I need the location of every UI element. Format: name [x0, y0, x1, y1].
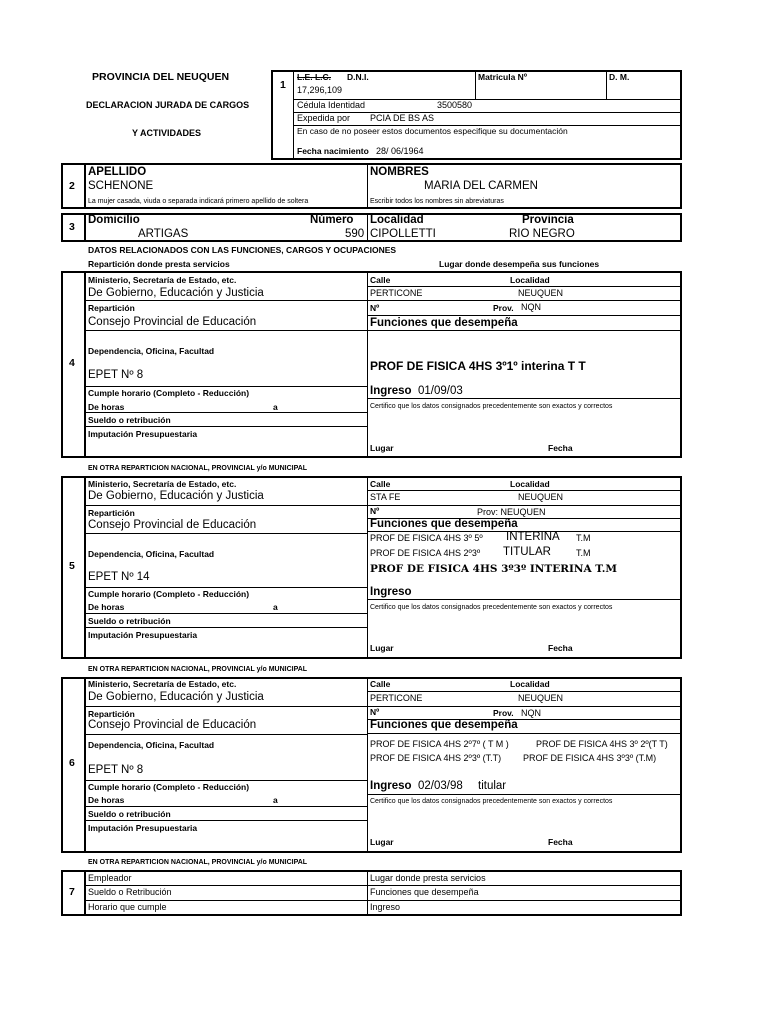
de-horas-label: De horas	[88, 795, 125, 805]
prov-label: Prov.	[493, 303, 514, 313]
otra-reparticion-2: EN OTRA REPARTICION NACIONAL, PROVINCIAL y/o MUNICIPAL	[88, 666, 308, 673]
localidad-value-5: NEUQUEN	[518, 492, 564, 502]
otra-reparticion-1: EN OTRA REPARTICION NACIONAL, PROVINCIAL y/o MUNICIPAL	[88, 465, 308, 472]
nombres-label: NOMBRES	[370, 166, 429, 178]
doc-types-struck: L.E. L.C.	[297, 72, 331, 82]
ministerio-value: De Gobierno, Educación y Justicia	[88, 691, 264, 703]
ministerio-value: De Gobierno, Educación y Justicia	[88, 287, 264, 299]
calle-label: Calle	[370, 679, 391, 689]
birth-label: Fecha nacimiento	[297, 146, 369, 156]
localidad-label: Localidad	[370, 214, 424, 226]
localidad-value-6: NEUQUEN	[518, 693, 564, 703]
funcion-3: PROF DE FISICA 4HS 3º3º INTERINA T.M	[370, 563, 617, 575]
reparticion-label: Repartición	[88, 709, 135, 719]
domicilio-label: Domicilio	[88, 214, 140, 226]
nro-label: Nº	[370, 707, 380, 717]
no-doc-note: En caso de no poseer estos documentos especifique su documentación	[297, 126, 568, 136]
ingreso-label: Ingreso	[370, 586, 412, 598]
a-label: a	[273, 402, 278, 412]
ingreso-value: 02/03/98	[418, 780, 463, 792]
localidad-label-5: Localidad	[510, 479, 550, 489]
de-horas-label: De horas	[88, 402, 125, 412]
apellido-note: La mujer casada, viuda o separada indicará primero apellido de soltera	[88, 198, 309, 205]
section-6-number: 6	[69, 757, 75, 769]
dni-value: 17,296,109	[297, 85, 343, 95]
section-3-number: 3	[69, 221, 75, 233]
reparticion-presta: Repartición donde presta servicios	[88, 259, 230, 269]
dependencia-label: Dependencia, Oficina, Facultad	[88, 549, 215, 559]
nro-label: Nº	[370, 506, 380, 516]
funciones-label: Funciones que desempeña	[370, 719, 518, 731]
cedula-label: Cédula Identidad	[297, 100, 366, 110]
declaration-title: DECLARACION JURADA DE CARGOS	[86, 100, 250, 110]
reparticion-value: Consejo Provincial de Educación	[88, 719, 257, 731]
section-5-number: 5	[69, 560, 75, 572]
funcion-2b: PROF DE FISICA 4HS 3º3º (T.M)	[523, 753, 657, 763]
localidad-value: CIPOLLETTI	[370, 228, 436, 240]
ingreso-label: Ingreso	[370, 780, 412, 792]
province-title: PROVINCIA DEL NEUQUEN	[92, 71, 230, 83]
certifico-text: Certifico que los datos consignados precedentemente son exactos y correctos	[370, 403, 613, 410]
funcion-1c: T.M	[576, 533, 591, 543]
reparticion-label: Repartición	[88, 303, 135, 313]
certifico-text: Certifico que los datos consignados precedentemente son exactos y correctos	[370, 798, 613, 805]
localidad-value-4: NEUQUEN	[518, 288, 564, 298]
ingreso-label-7: Ingreso	[370, 902, 401, 912]
funciones-label: Funciones que desempeña	[370, 317, 518, 329]
cumple-label: Cumple horario (Completo - Reducción)	[88, 782, 250, 792]
section-4-number: 4	[69, 357, 75, 369]
section-1-number: 1	[280, 79, 286, 91]
fecha-label: Fecha	[548, 443, 573, 453]
provincia-value: RIO NEGRO	[509, 228, 575, 240]
calle-value: STA FE	[370, 492, 401, 502]
expedida-label: Expedida por	[297, 113, 351, 123]
prov-value: NQN	[521, 708, 541, 718]
localidad-label-6: Localidad	[510, 679, 550, 689]
funcion-2c: T.M	[576, 548, 591, 558]
dependencia-label: Dependencia, Oficina, Facultad	[88, 346, 215, 356]
imputacion-label: Imputación Presupuestaria	[88, 630, 198, 640]
cumple-label: Cumple horario (Completo - Reducción)	[88, 589, 250, 599]
calle-label: Calle	[370, 479, 391, 489]
expedida-value: PCIA DE BS AS	[370, 113, 435, 123]
calle-value: PERTICONE	[370, 288, 423, 298]
lugar-label: Lugar	[370, 443, 394, 453]
sueldo-label: Sueldo o retribución	[88, 616, 171, 626]
dependencia-value: EPET Nº 8	[88, 764, 144, 776]
sueldo-label: Sueldo o retribución	[88, 415, 171, 425]
horario-label: Horario que cumple	[88, 902, 167, 912]
prov-value: Prov: NEUQUEN	[477, 507, 546, 517]
birth-value: 28/ 06/1964	[376, 146, 424, 156]
reparticion-value: Consejo Provincial de Educación	[88, 519, 257, 531]
funcion-value: PROF DE FISICA 4HS 3º1º interina T T	[370, 359, 586, 373]
funcion-2a: PROF DE FISICA 4HS 2º3º	[370, 548, 481, 558]
activities-title: Y ACTIVIDADES	[132, 128, 202, 138]
provincia-label: Provincia	[522, 214, 574, 226]
ingreso-label: Ingreso	[370, 385, 412, 397]
ministerio-label: Ministerio, Secretaría de Estado, etc.	[88, 679, 237, 689]
ingreso-extra: titular	[478, 780, 507, 792]
section-2-number: 2	[69, 180, 75, 192]
dependencia-value: EPET Nº 14	[88, 571, 150, 583]
fecha-label: Fecha	[548, 837, 573, 847]
funciones-label: Funciones que desempeña	[370, 518, 518, 530]
de-horas-label: De horas	[88, 602, 125, 612]
certifico-text: Certifico que los datos consignados precedentemente son exactos y correctos	[370, 604, 613, 611]
funcion-1b: PROF DE FISICA 4HS 3º 2º(T T)	[536, 739, 668, 749]
section-7-number: 7	[69, 886, 75, 898]
fecha-label: Fecha	[548, 643, 573, 653]
cumple-label: Cumple horario (Completo - Reducción)	[88, 388, 250, 398]
ministerio-label: Ministerio, Secretaría de Estado, etc.	[88, 479, 237, 489]
numero-label: Número	[310, 214, 354, 226]
a-label: a	[273, 795, 278, 805]
prov-value: NQN	[521, 302, 541, 312]
lugar-label: Lugar	[370, 643, 394, 653]
funciones-desempena-label: Funciones que desempeña	[370, 887, 479, 897]
apellido-value: SCHENONE	[88, 180, 154, 192]
funcion-1b: INTERINA	[506, 531, 560, 543]
sueldo-retribucion-label: Sueldo o Retribución	[88, 887, 172, 897]
reparticion-value: Consejo Provincial de Educación	[88, 316, 257, 328]
lugar-desempena: Lugar donde desempeña sus funciones	[439, 259, 600, 269]
ministerio-label: Ministerio, Secretaría de Estado, etc.	[88, 275, 237, 285]
nombres-note: Escribir todos los nombres sin abreviaturas	[370, 198, 504, 205]
datos-title: DATOS RELACIONADOS CON LAS FUNCIONES, CARGOS Y OCUPACIONES	[88, 245, 397, 255]
localidad-label-4: Localidad	[510, 275, 550, 285]
prov-label: Prov.	[493, 708, 514, 718]
nombres-value: MARIA DEL CARMEN	[424, 180, 538, 192]
dependencia-label: Dependencia, Oficina, Facultad	[88, 740, 215, 750]
reparticion-label: Repartición	[88, 508, 135, 518]
sueldo-label: Sueldo o retribución	[88, 809, 171, 819]
funcion-2a: PROF DE FISICA 4HS 2º3º (T.T)	[370, 753, 502, 763]
imputacion-label: Imputación Presupuestaria	[88, 823, 198, 833]
funcion-1a: PROF DE FISICA 4HS 2º7º ( T M )	[370, 739, 509, 749]
ministerio-value: De Gobierno, Educación y Justicia	[88, 490, 264, 502]
calle-label: Calle	[370, 275, 391, 285]
matricula-label: Matricula Nº	[478, 72, 527, 82]
domicilio-value: ARTIGAS	[138, 228, 189, 240]
funcion-2b: TITULAR	[503, 546, 551, 558]
dm-label: D. M.	[609, 72, 630, 82]
dependencia-value: EPET Nº 8	[88, 369, 144, 381]
a-label: a	[273, 602, 278, 612]
apellido-label: APELLIDO	[88, 166, 147, 178]
nro-label: Nº	[370, 303, 380, 313]
lugar-presta-label: Lugar donde presta servicios	[370, 873, 486, 883]
numero-value: 590	[345, 228, 365, 240]
cedula-value: 3500580	[437, 100, 473, 110]
imputacion-label: Imputación Presupuestaria	[88, 429, 198, 439]
funcion-1a: PROF DE FISICA 4HS 3º 5º	[370, 533, 483, 543]
ingreso-value: 01/09/03	[418, 385, 463, 397]
calle-value: PERTICONE	[370, 693, 423, 703]
dni-label: D.N.I.	[347, 72, 369, 82]
otra-reparticion-3: EN OTRA REPARTICION NACIONAL, PROVINCIAL y/o MUNICIPAL	[88, 859, 308, 866]
empleador-label: Empleador	[88, 873, 132, 883]
lugar-label: Lugar	[370, 837, 394, 847]
